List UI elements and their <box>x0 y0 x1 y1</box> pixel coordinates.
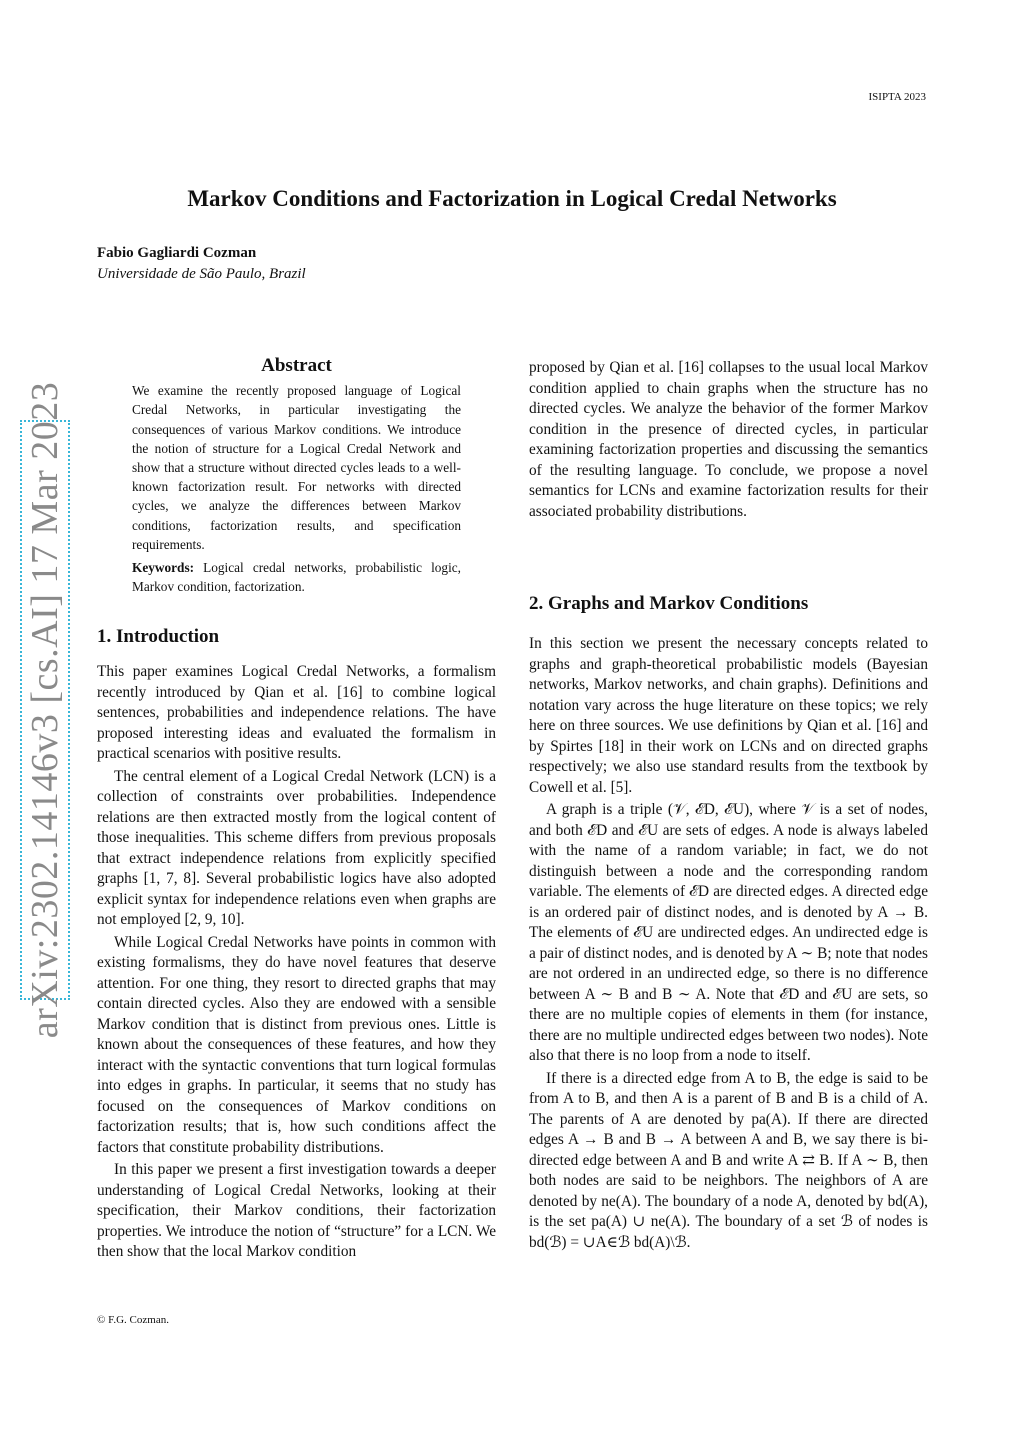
abstract-text: We examine the recently proposed language of Logical Credal Networks, in particular investigating the consequences of various Markov conditions. We introduce the notion of structure for a Logical Credal Network and show that a structure without directed cycles leads to a well-known factorization result. For networks with directed cycles, we analyze the differences between Markov conditions, factorization results, and specification requirements. <box>132 383 461 552</box>
abstract-heading: Abstract <box>261 355 332 376</box>
keywords-label: Keywords: <box>132 560 195 576</box>
keywords <box>132 558 461 596</box>
paragraph: In this section we present the necessary concepts related to graphs and graph-theoretical probabilistic models (Bayesian networks, Markov networks, and chain graphs). Definitions and notation vary across the huge literature on these topics; we rely here on three sources. We use definitions by Qian et al. [16] and by Spirtes [18] in their work on LCNs and on directed graphs respectively; we also use standard results from the textbook by Cowell et al. [5]. <box>529 635 928 796</box>
author-name: Fabio Gagliardi Cozman <box>97 245 257 261</box>
paragraph: This paper examines Logical Credal Networks, a formalism recently introduced by Qian et al. [16] to combine logical sentences, probabilities and independence relations. The have proposed interesting ideas and evaluated the formalism in practical scenarios with positive results. <box>97 663 496 762</box>
copyright-footer: © F.G. Cozman. <box>97 1314 169 1326</box>
graphs-section-body <box>529 634 928 1253</box>
arxiv-stamp <box>20 381 70 1039</box>
keywords-text: Logical credal networks, probabilistic logic, Markov condition, factorization. <box>132 560 462 595</box>
paragraph: If there is a directed edge from A to B, the edge is said to be from A to B, and then A is a parent of B and B is a child of A. The parents of A are denoted by pa(A). If there are directed edges A → B and B → A between A and B, we say there is bi-directed edge between A and B and write A ⇄ B. If A ∼ B, then both nodes are said to be neighbors. The neighbors of A are denoted by ne(A). The boundary of a node A, denoted by bd(A), is the set pa(A) ∪ ne(A). The boundary of a set ℬ of nodes is bd(ℬ) = ∪A∈ℬ bd(A)\ℬ. <box>529 1069 928 1251</box>
paragraph: The central element of a Logical Credal Network (LCN) is a collection of constraints over probabilities. Independence relations are then extracted mostly from the logical content of those inequalities. This scheme differs from previous proposals that extract independence relations from explicitly specified graphs [1, 7, 8]. Several probabilistic logics have also adopted explicit syntax for independence relations even when graphs are not employed [2, 9, 10]. <box>97 767 496 928</box>
paragraph: In this paper we present a first investigation towards a deeper understanding of Logical Credal Networks, looking at their specification, their Markov conditions, their factorization properties. We introduce the notion of “structure” for a LCN. We then show that the local Markov condition <box>97 1161 496 1260</box>
section-heading-introduction: 1. Introduction <box>97 626 220 647</box>
arxiv-id: arXiv:2302.14146v3 [cs.AI] 17 Mar 2023 <box>24 381 67 1039</box>
introduction-continuation <box>529 358 928 522</box>
paragraph: proposed by Qian et al. [16] collapses to the usual local Markov condition applied to chain graphs when the structure has no directed cycles. We analyze the behavior of the former Markov condition in the presence of directed cycles, in particular examining factorization properties and discussing the semantics of the resulting language. To conclude, we propose a novel semantics for LCNs and examine factorization results for their associated probability distributions. <box>529 359 928 520</box>
paragraph: A graph is a triple (𝒱, ℰD, ℰU), where 𝒱 is a set of nodes, and both ℰD and ℰU are sets of edges. A node is always labeled with the name of a random variable; in fact, we do not distinguish between a node and the corresponding random variable. The elements of ℰD are directed edges. A directed edge is an ordered pair of distinct nodes, and is denoted by A → B. The elements of ℰU are undirected edges. An undirected edge is a pair of distinct nodes, and is denoted by A ∼ B; note that nodes are not ordered in an undirected edge, so there is no difference between A ∼ B and B ∼ A. Note that ℰD and ℰU are sets, so there are no multiple copies of elements in them (for instance, there are no multiple undirected edges between two nodes). Note also that there is no loop from a node to itself. <box>529 801 929 1064</box>
introduction-body <box>97 662 496 1263</box>
paper-title: Markov Conditions and Factorization in Logical Credal Networks <box>187 186 837 211</box>
venue-tag: ISIPTA 2023 <box>868 91 926 103</box>
author-affiliation: Universidade de São Paulo, Brazil <box>97 266 306 282</box>
section-heading-graphs: 2. Graphs and Markov Conditions <box>529 593 809 614</box>
abstract <box>132 356 461 596</box>
paragraph: While Logical Credal Networks have points in common with existing formalisms, they do have novel features that deserve attention. For one thing, they resort to directed graphs that may contain directed cycles. Also they are endowed with a sensible Markov condition that is distinct from previous ones. Little is known about the consequences of these features, and how they interact with the syntactic conventions that turn logical formulas into edges in graphs. In particular, it seems that no study has focused on the consequences of Markov conditions on factorization results; that is, how such conditions affect the factors that constitute probability distributions. <box>97 933 496 1156</box>
